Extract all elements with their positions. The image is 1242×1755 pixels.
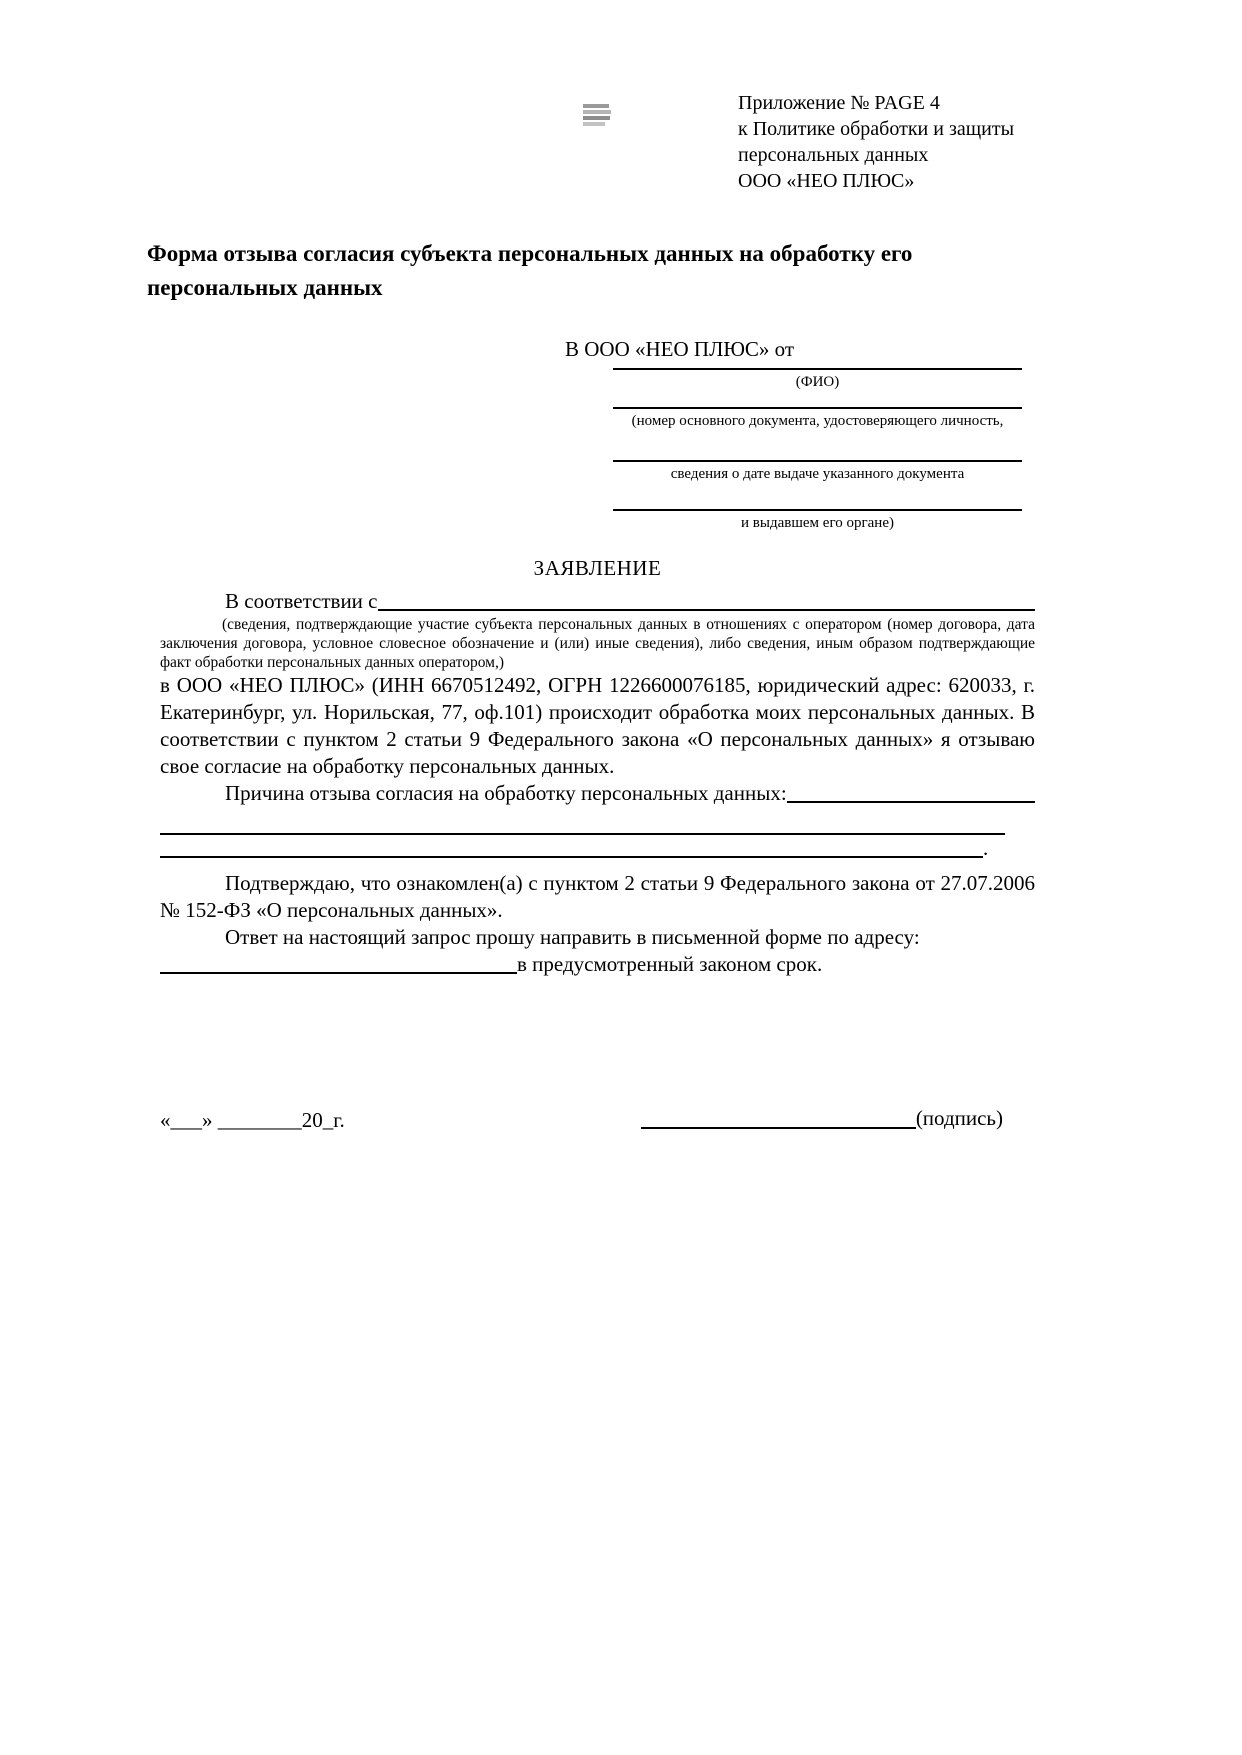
reply-address-row bbox=[160, 951, 1035, 978]
document-title: Форма отзыва согласия субъекта персональных данных на обработку его персональных данных bbox=[147, 241, 913, 300]
fio-input-line[interactable] bbox=[613, 368, 1022, 370]
issue-date-caption: сведения о дате выдаче указанного документа bbox=[670, 466, 965, 482]
header-line-policy: к Политике обработки и защиты bbox=[738, 118, 1015, 140]
fio-caption: (ФИО) bbox=[795, 374, 840, 390]
signature-caption: (подпись) bbox=[915, 1106, 1003, 1130]
addressee-fields bbox=[613, 368, 1022, 532]
document-number-field bbox=[613, 407, 1022, 430]
signature-group bbox=[641, 1106, 1003, 1133]
reply-paragraph: Ответ на настоящий запрос прошу направить в письменной форме по адресу: bbox=[225, 925, 920, 949]
reason-row bbox=[160, 780, 1035, 807]
document-number-input-line[interactable] bbox=[613, 407, 1022, 409]
header-line-company: ООО «НЕО ПЛЮС» bbox=[738, 170, 915, 192]
document-number-caption: (номер основного документа, удостоверяющего личность, bbox=[631, 413, 1004, 429]
issue-date-field bbox=[613, 460, 1022, 483]
header-reference-block bbox=[738, 90, 1038, 194]
issuing-authority-field bbox=[613, 509, 1022, 532]
confirm-paragraph: Подтверждаю, что ознакомлен(а) с пунктом 2 статьи 9 Федерального закона от 27.07.2006 № 152-ФЗ «О персональных данных». bbox=[160, 871, 1035, 922]
signature-input-line[interactable] bbox=[641, 1106, 916, 1129]
reason-input-line[interactable] bbox=[787, 780, 1035, 803]
issuing-authority-input-line[interactable] bbox=[613, 509, 1022, 511]
statement-heading: ЗАЯВЛЕНИЕ bbox=[533, 556, 662, 580]
header-line-appendix: Приложение № PAGE 4 bbox=[738, 92, 940, 114]
smudge-artifact bbox=[583, 104, 611, 128]
reason-prefix: Причина отзыва согласия на обработку персональных данных: bbox=[225, 781, 787, 805]
issuing-authority-caption: и выдавшем его органе) bbox=[741, 515, 894, 531]
issue-date-input-line[interactable] bbox=[613, 460, 1022, 462]
in-accordance-row bbox=[160, 588, 1035, 615]
header-line-personal-data: персональных данных bbox=[738, 144, 929, 166]
in-accordance-input-line[interactable] bbox=[378, 588, 1036, 611]
blank-line-terminator: . bbox=[983, 836, 989, 860]
in-accordance-prefix: В соответствии с bbox=[225, 589, 378, 613]
fio-field bbox=[613, 368, 1022, 391]
reason-blank-line-2[interactable] bbox=[160, 835, 983, 858]
date-line[interactable]: «___» ________20_г. bbox=[160, 1108, 345, 1132]
document-footer bbox=[160, 1106, 1035, 1133]
document-body bbox=[160, 588, 1035, 978]
main-paragraph: в ООО «НЕО ПЛЮС» (ИНН 6670512492, ОГРН 1226600076185, юридический адрес: 620033, г. Екатеринбург, ул. Норильская, 77, оф.101) происходит обработка моих персональных данных. В соответствии с пунктом 2 статьи 9 Федерального закона «О персональных данных» я отзываю свое согласие на обработку персональных данных. bbox=[160, 673, 1035, 778]
reason-blank-line-2-row bbox=[160, 835, 1035, 862]
fine-print-note: (сведения, подтверждающие участие субъекта персональных данных в отношениях с оператором (номер договора, дата заключения договора, условное словесное обозначение и (или) иные сведения), либо сведения, иным образом подтверждающие факт обработки персональных данных оператором,) bbox=[160, 616, 1035, 671]
reply-address-input-line[interactable] bbox=[160, 951, 517, 974]
addressee-to-line: В ООО «НЕО ПЛЮС» от bbox=[565, 337, 795, 361]
reply-suffix: в предусмотренный законом срок. bbox=[517, 952, 823, 976]
